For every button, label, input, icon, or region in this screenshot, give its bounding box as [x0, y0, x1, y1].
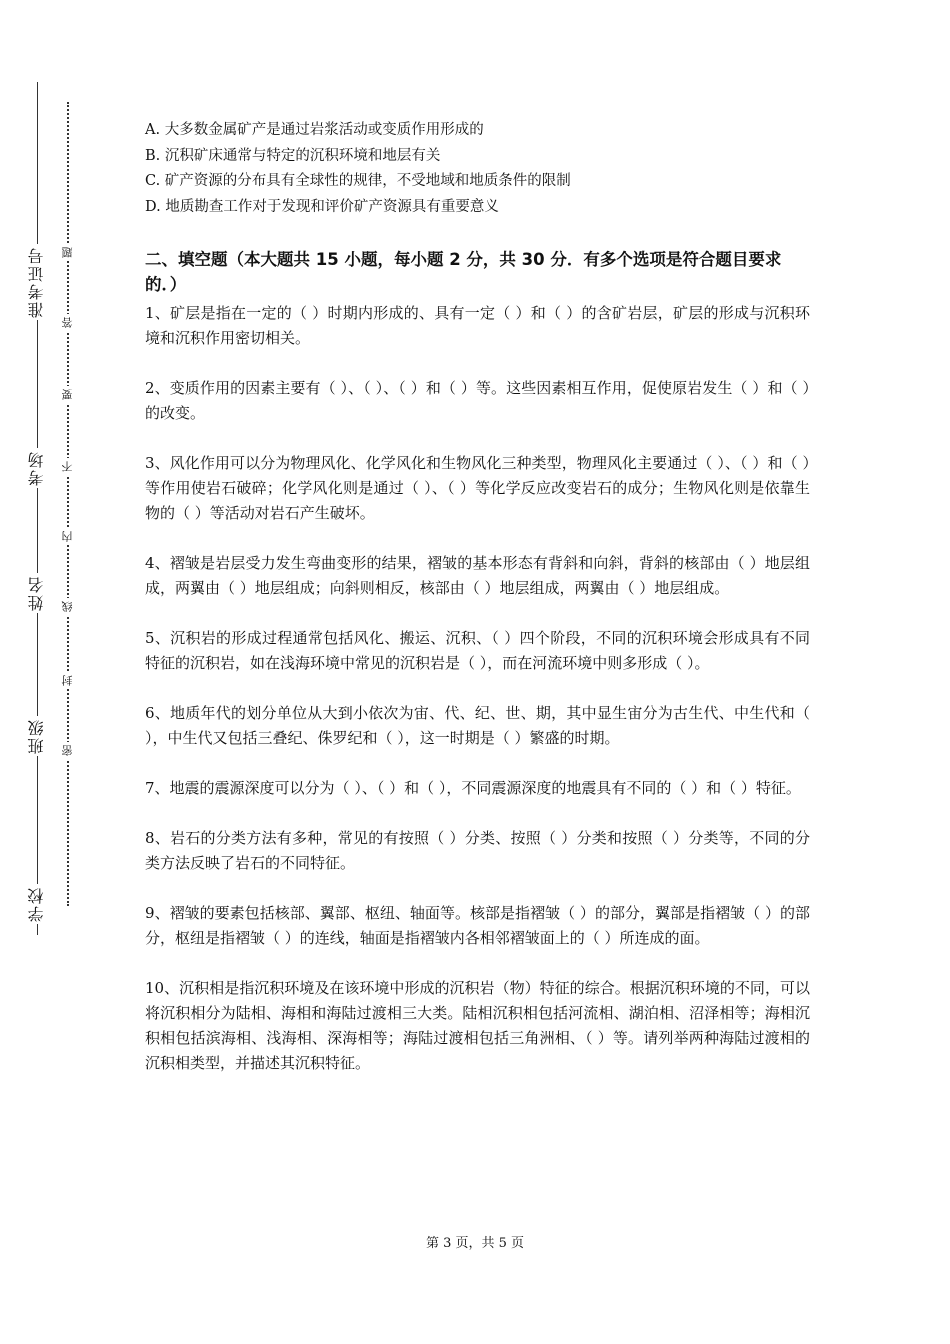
choice-option-b: B. 沉积矿床通常与特定的沉积环境和地层有关 — [145, 147, 441, 164]
question-5: 5、沉积岩的形成过程通常包括风化、搬运、沉积、（ ）四个阶段，不同的沉积环境会形成具有不同特征的沉积岩，如在浅海环境中常见的沉积岩是（ ），而在河流环境中则多形成（ ）。 — [145, 629, 810, 672]
question-8: 8、岩石的分类方法有多种，常见的有按照（ ）分类、按照（ ）分类和按照（ ）分类等，不同的分类方法反映了岩石的不同特征。 — [145, 829, 810, 872]
binding-line — [37, 82, 38, 935]
seal-char: 线 — [60, 598, 75, 615]
seal-char: 不 — [60, 458, 75, 475]
choice-option-d: D. 地质勘查工作对于发现和评价矿产资源具有重要意义 — [145, 198, 499, 215]
choice-option-c: C. 矿产资源的分布具有全球性的规律，不受地域和地质条件的限制 — [145, 173, 571, 189]
seal-char: 答 — [60, 314, 75, 331]
page-number: 第 3 页，共 5 页 — [425, 1236, 525, 1251]
seal-char: 内 — [60, 528, 75, 545]
section-title: 二、填空题（本大题共 15 小题，每小题 2 分，共 30 分．有多个选项是符合题目要求的．） — [145, 250, 782, 294]
exam-number-label: 准考证号 — [24, 244, 50, 320]
question-3: 3、风化作用可以分为物理风化、化学风化和生物风化三种类型，物理风化主要通过（ ）、（ ）和（ ）等作用使岩石破碎；化学风化则是通过（ ）、（ ）等化学反应改变岩石的成分；生物风化则是依靠生物的（ ）等活动对岩石产生破坏。 — [145, 454, 810, 522]
seal-char: 题 — [60, 244, 75, 261]
name-label: 姓名 — [24, 573, 50, 613]
seal-dotted-line — [67, 102, 69, 906]
seal-char: 密 — [60, 742, 75, 759]
exam-room-label: 考场 — [24, 448, 50, 488]
exam-content — [145, 118, 810, 1101]
seal-char: 封 — [60, 672, 75, 689]
school-label: 学校 — [24, 884, 50, 924]
question-4: 4、褶皱是岩层受力发生弯曲变形的结果，褶皱的基本形态有背斜和向斜，背斜的核部由（ ）地层组成，两翼由（ ）地层组成；向斜则相反，核部由（ ）地层组成，两翼由（ ）地层组成。 — [145, 554, 810, 597]
question-9: 9、褶皱的要素包括核部、翼部、枢纽、轴面等。核部是指褶皱（ ）的部分，翼部是指褶皱（ ）的部分，枢纽是指褶皱（ ）的连线，轴面是指褶皱内各相邻褶皱面上的（ ）所连成的面。 — [145, 904, 810, 947]
class-label: 班级 — [24, 716, 50, 756]
question-1: 1、矿层是指在一定的（ ）时期内形成的、具有一定（ ）和（ ）的含矿岩层，矿层的形成与沉积环境和沉积作用密切相关。 — [145, 304, 810, 347]
choice-option-a: A. 大多数金属矿产是通过岩浆活动或变质作用形成的 — [145, 122, 484, 138]
question-2: 2、变质作用的因素主要有（ ）、（ ）、（ ）和（ ）等。这些因素相互作用，促使原岩发生（ ）和（ ）的改变。 — [145, 379, 810, 422]
question-10: 10、沉积相是指沉积环境及在该环境中形成的沉积岩（物）特征的综合。根据沉积环境的不同，可以将沉积相分为陆相、海相和海陆过渡相三大类。陆相沉积相包括河流相、湖泊相、沼泽相等；海相沉积相包括滨海相、浅海相、深海相等；海陆过渡相包括三角洲相、（ ）等。请列举两种海陆过渡相的沉积相类型，并描述其沉积特征。 — [145, 979, 810, 1072]
question-7: 7、地震的震源深度可以分为（ ）、（ ）和（ ），不同震源深度的地震具有不同的（ ）和（ ）特征。 — [145, 779, 801, 797]
question-6: 6、地质年代的划分单位从大到小依次为宙、代、纪、世、期，其中显生宙分为古生代、中生代和（ ），中生代又包括三叠纪、侏罗纪和（ ），这一时期是（ ）繁盛的时期。 — [145, 704, 810, 747]
seal-char: 要 — [60, 386, 75, 403]
